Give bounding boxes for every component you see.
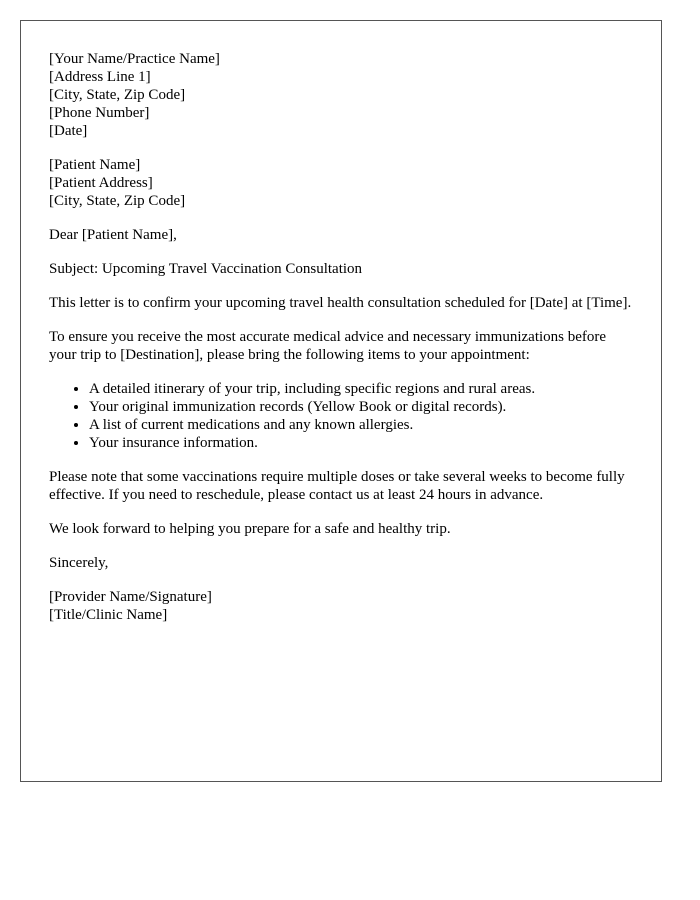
salutation: Dear [Patient Name], — [49, 227, 177, 243]
note-paragraph: Please note that some vaccinations require multiple doses or take several weeks to become fully effective. If you need to reschedule, please contact us at least 24 hours in advance. — [49, 469, 625, 503]
sender-name: [Your Name/Practice Name] — [49, 51, 220, 67]
list-item: • Your insurance information. — [89, 434, 633, 452]
recipient-block — [49, 156, 633, 210]
recipient-city-state-zip: [City, State, Zip Code] — [49, 193, 186, 209]
recipient-name: [Patient Name] — [49, 157, 141, 173]
list-item: • A list of current medications and any known allergies. — [89, 416, 633, 434]
signature-name: [Provider Name/Signature] — [49, 589, 212, 605]
recipient-address: [Patient Address] — [49, 175, 153, 191]
list-item: • A detailed itinerary of your trip, including specific regions and rural areas. — [89, 380, 633, 398]
bring-items-paragraph: To ensure you receive the most accurate medical advice and necessary immunizations before your trip to [Destination], please bring the following items to your appointment: — [49, 329, 607, 363]
signature-block — [49, 588, 633, 624]
items-list — [49, 380, 633, 452]
letter-date: [Date] — [49, 123, 88, 139]
complimentary-close: Sincerely, — [49, 555, 109, 571]
subject-line: Subject: Upcoming Travel Vaccination Consultation — [49, 261, 363, 277]
signature-title: [Title/Clinic Name] — [49, 607, 168, 623]
letter-page — [20, 20, 662, 782]
closing-line: We look forward to helping you prepare for a safe and healthy trip. — [49, 521, 451, 537]
sender-address: [Address Line 1] — [49, 69, 151, 85]
sender-block — [49, 50, 633, 140]
sender-city-state-zip: [City, State, Zip Code] — [49, 87, 186, 103]
list-item: • Your original immunization records (Yellow Book or digital records). — [89, 398, 633, 416]
sender-phone: [Phone Number] — [49, 105, 150, 121]
confirmation-paragraph: This letter is to confirm your upcoming travel health consultation scheduled for [Date] at [Time]. — [49, 295, 632, 311]
